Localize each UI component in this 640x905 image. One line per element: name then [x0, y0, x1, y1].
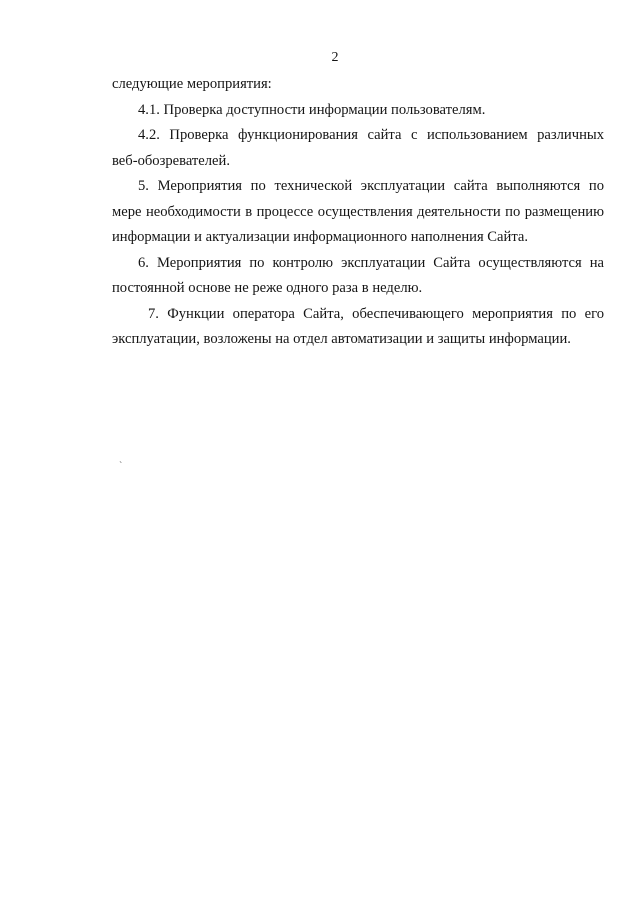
item-4-2-line-1: 4.2. Проверка функционирования сайта с использованием различных: [138, 127, 604, 143]
item-4-1: 4.1. Проверка доступности информации пользователям.: [138, 101, 486, 118]
item-7-line-2: эксплуатации, возложены на отдел автоматизации и защиты информации.: [112, 331, 571, 347]
item-6-line-2: постоянной основе не реже одного раза в неделю.: [112, 280, 423, 296]
item-7-line-1: 7. Функции оператора Сайта, обеспечивающего мероприятия по его: [148, 305, 604, 322]
document-body: [112, 72, 604, 353]
item-5-line-2: мере необходимости в процессе осуществления деятельности по размещению: [112, 203, 604, 220]
item-5-line-1: 5. Мероприятия по технической эксплуатации сайта выполняются по: [138, 178, 604, 194]
page-number: 2: [331, 50, 339, 65]
item-5-line-3: информации и актуализации информационного наполнения Сайта.: [112, 229, 529, 245]
stray-mark: `: [119, 461, 123, 472]
item-4-2-line-2: веб-обозревателей.: [112, 152, 230, 169]
intro-line: следующие мероприятия:: [112, 76, 272, 92]
item-6-line-1: 6. Мероприятия по контролю эксплуатации Сайта осуществляются на: [138, 254, 604, 271]
